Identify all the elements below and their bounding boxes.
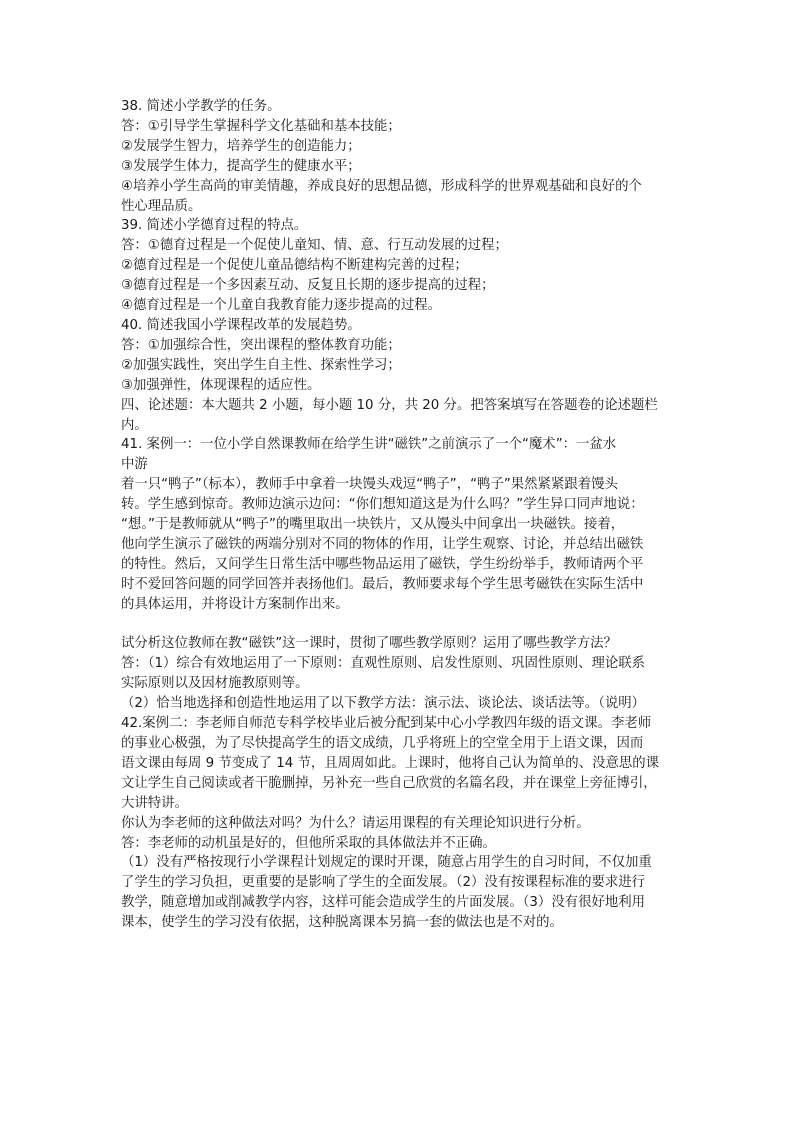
text-line: 41. 案例一：一位小学自然课教师在给学生讲“磁铁”之前演示了一个“魔术”：一盆水 (121, 437, 617, 453)
text-line: 试分析这位教师在教“磁铁”这一课时，贯彻了哪些教学原则？运用了哪些教学方法？ (121, 636, 617, 652)
text-line: 了学生的学习负担，更重要的是影响了学生的全面发展。（2）没有按课程标准的要求进行 (121, 875, 646, 891)
text-line: 时不爱回答问题的同学回答并表扬他们。最后，教师要求每个学生思考磁铁在实际生活中 (121, 576, 644, 592)
text-line: 教学，随意增加或削减教学内容，这样可能会造成学生的片面发展。（3）没有很好地利用 (121, 895, 646, 911)
text-line: 着一只“鸭子”（标本），教师手中拿着一块馒头戏逗“鸭子”，“鸭子”果然紧紧跟着馒头 (121, 477, 618, 493)
text-line: （1）没有严格按现行小学课程计划规定的课时开课，随意占用学生的自习时间，不仅加重 (121, 855, 652, 871)
text-line: ③发展学生体力，提高学生的健康水平； (121, 158, 361, 174)
text-line: 答：①加强综合性，突出课程的整体教育功能； (121, 337, 401, 353)
text-line: 答：①德育过程是一个促使儿童知、情、意、行互动发展的过程； (121, 238, 508, 254)
text-line: ②德育过程是一个促使儿童品德结构不断建构完善的过程； (121, 258, 468, 274)
text-line: 性心理品质。 (121, 198, 202, 214)
text-line: ③德育过程是一个多因素互动、反复且长期的逐步提高的过程； (121, 278, 495, 294)
text-line: 语文课由每周 9 节变成了 14 节，且周周如此。上课时，他将自己认为简单的、没意思的课 (121, 755, 660, 771)
text-line: ④培养小学生高尚的审美情趣，养成良好的思想品德，形成科学的世界观基础和良好的个 (121, 178, 642, 194)
text-line: 文让学生自己阅读或者干脆删掉，另补充一些自己欣赏的名篇名段，并在课堂上旁征博引， (121, 775, 657, 791)
text-line: 答：（1）综合有效地运用了一下原则：直观性原则、启发性原则、巩固性原则、理论联系 (121, 656, 646, 672)
text-line: “想。”于是教师就从“鸭子”的嘴里取出一块铁片，又从馒头中间拿出一块磁铁。接着， (121, 517, 625, 533)
text-line: ②加强实践性，突出学生自主性、探索性学习； (121, 357, 401, 373)
text-line: 中游 (121, 457, 148, 473)
text-line: （2）恰当地选择和创造性地运用了以下教学方法：演示法、谈论法、谈话法等。（说明） (121, 696, 646, 712)
text-line: ④德育过程是一个儿童自我教育能力逐步提高的过程。 (121, 298, 441, 314)
text-line: 内。 (121, 417, 148, 433)
blank-line (121, 615, 681, 635)
text-line: 38. 简述小学教学的任务。 (121, 99, 281, 114)
text-line: 转。学生感到惊奇。教师边演示边问：“你们想知道这是为什么吗？”学生异口同声地说： (121, 497, 644, 513)
text-line: 40. 简述我国小学课程改革的发展趋势。 (121, 317, 361, 333)
text-line: 你认为李老师的这种做法对吗？为什么？请运用课程的有关理论知识进行分析。 (121, 815, 590, 831)
text-line: 答：李老师的动机虽是好的，但他所采取的具体做法并不正确。 (121, 835, 496, 851)
text-line: 大讲特讲。 (121, 795, 188, 811)
text-line: 课本，使学生的学习没有依据，这种脱离课本另搞一套的做法也是不对的。 (121, 915, 563, 931)
text-line: 实际原则以及因材施教原则等。 (121, 676, 309, 692)
text-line: 42.案例二：李老师自师范专科学校毕业后被分配到某中心小学教四年级的语文课。李老师 (121, 716, 652, 732)
text-line: 他向学生演示了磁铁的两端分别对不同的物体的作用，让学生观察、讨论，并总结出磁铁 (121, 536, 644, 552)
text-line: 答：①引导学生掌握科学文化基础和基本技能； (121, 118, 401, 134)
text-line: 的具体运用，并将设计方案制作出来。 (121, 596, 349, 612)
text-line: 39. 简述小学德育过程的特点。 (121, 218, 308, 234)
text-line: 四、论述题：本大题共 2 小题，每小题 10 分，共 20 分。把答案填写在答题卷的论述题栏 (121, 397, 658, 413)
text-line: 的事业心极强，为了尽快提高学生的语文成绩，几乎将班上的空堂全用于上语文课，因而 (121, 735, 644, 751)
document-page (121, 97, 681, 933)
text-line: ③加强弹性，体现课程的适应性。 (121, 377, 321, 393)
text-line: ②发展学生智力，培养学生的创造能力； (121, 138, 361, 154)
text-line: 的特性。然后，又问学生日常生活中哪些物品运用了磁铁，学生纷纷举手，教师请两个平 (121, 556, 644, 572)
